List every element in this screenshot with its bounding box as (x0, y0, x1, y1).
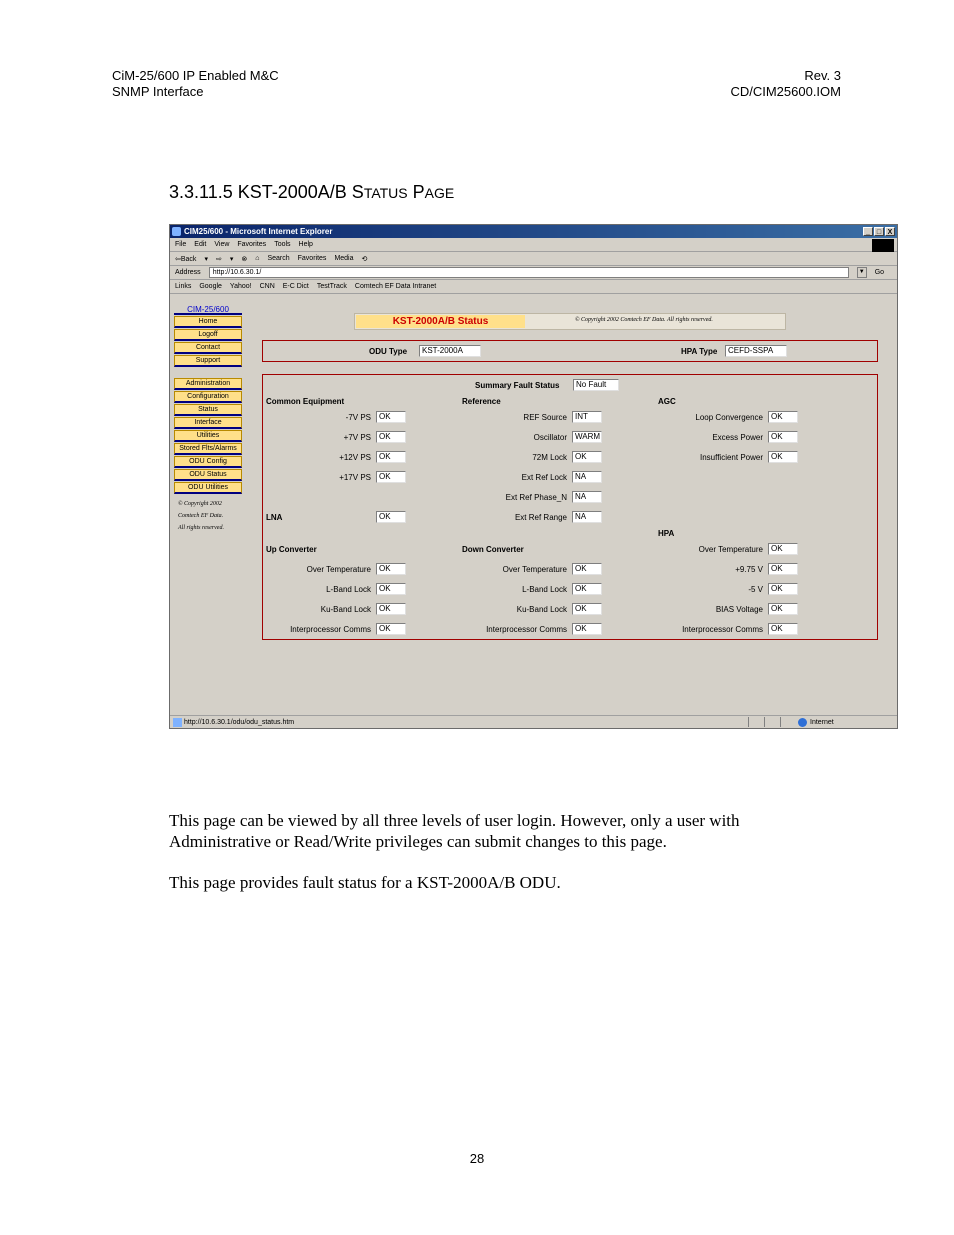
up-kuband-lock-field[interactable]: OK (376, 603, 406, 615)
page-header (354, 313, 786, 330)
up-over-temp-field[interactable]: OK (376, 563, 406, 575)
up-converter-heading: Up Converter (266, 545, 317, 554)
down-converter-heading: Down Converter (462, 545, 524, 554)
menu-file[interactable]: File (175, 241, 187, 248)
forward-dropdown-icon[interactable]: ▾ (229, 255, 234, 263)
section-number: 3.3.11.5 KST-2000A/B (169, 182, 352, 202)
page-number: 28 (469, 1151, 485, 1166)
address-input[interactable]: http://10.6.30.1/ (209, 267, 849, 278)
media-button[interactable]: Media (334, 255, 354, 262)
up-interproc-label: Interprocessor Comms (290, 625, 371, 634)
sidebar-copyright-line: Comtech EF Data. (178, 513, 224, 519)
loop-convergence-label: Loop Convergence (695, 413, 763, 422)
page-content (170, 302, 897, 715)
ext-ref-phase-field[interactable]: NA (572, 491, 602, 503)
menu-help[interactable]: Help (298, 241, 313, 248)
ref-source-field[interactable]: INT (572, 411, 602, 423)
hpa-minus5-field[interactable]: OK (768, 583, 798, 595)
back-button[interactable]: ⇦Back (175, 255, 197, 263)
insufficient-power-field[interactable]: OK (768, 451, 798, 463)
hpa-plus975-field[interactable]: OK (768, 563, 798, 575)
odu-type-field[interactable]: KST-2000A (419, 345, 481, 357)
statusbar-cell (764, 717, 778, 727)
search-button[interactable]: Search (267, 255, 290, 262)
odu-type-label: ODU Type (369, 347, 408, 356)
status-url: http://10.6.30.1/odu/odu_status.htm (184, 719, 295, 726)
hpa-minus5-label: -5 V (748, 585, 763, 594)
hpa-type-label: HPA Type (681, 347, 718, 356)
ps-plus12-field[interactable]: OK (376, 451, 406, 463)
insufficient-power-label: Insufficient Power (700, 453, 763, 462)
up-lband-lock-label: L-Band Lock (326, 585, 371, 594)
down-kuband-lock-field[interactable]: OK (572, 603, 602, 615)
ext-ref-range-label: Ext Ref Range (514, 513, 567, 522)
menu-view[interactable]: View (214, 241, 230, 248)
link-testtrack[interactable]: TestTrack (316, 283, 347, 290)
browser-window (169, 224, 898, 729)
sidebar-item-odu-config[interactable]: ODU Config (174, 456, 242, 468)
down-over-temp-field[interactable]: OK (572, 563, 602, 575)
reference-heading: Reference (462, 397, 501, 406)
window-buttons (863, 227, 895, 236)
up-interproc-field[interactable]: OK (376, 623, 406, 635)
window-title: CIM25/600 - Microsoft Internet Explorer (184, 227, 333, 236)
down-kuband-lock-label: Ku-Band Lock (516, 605, 567, 614)
history-icon[interactable]: ⟲ (361, 255, 368, 263)
ext-ref-range-field[interactable]: NA (572, 511, 602, 523)
status-panel (262, 374, 878, 640)
address-dropdown-icon[interactable]: ▼ (857, 267, 867, 278)
doc-header-subtitle: SNMP Interface (112, 84, 204, 99)
section-word1-rest: TATUS (363, 185, 408, 201)
section-word1-initial: S (351, 182, 364, 202)
menu-bar (170, 238, 897, 252)
sidebar-item-odu-utilities[interactable]: ODU Utilities (174, 482, 242, 494)
favorites-button[interactable]: Favorites (297, 255, 327, 262)
section-word2-rest: AGE (424, 185, 455, 201)
sidebar-item-odu-status[interactable]: ODU Status (174, 469, 242, 481)
go-button[interactable]: Go (874, 269, 885, 276)
link-yahoo[interactable]: Yahoo! (229, 283, 252, 290)
sidebar-item-home[interactable]: Home (174, 316, 242, 328)
body-paragraph-2: This page provides fault status for a KST-2000A/B ODU. (169, 873, 561, 892)
browser-statusbar (170, 715, 897, 728)
menu-edit[interactable]: Edit (194, 241, 207, 248)
sidebar-copyright-line: © Copyright 2002 (178, 501, 222, 507)
sidebar-item-utilities[interactable]: Utilities (174, 430, 242, 442)
link-ec-dict[interactable]: E-C Dict (282, 283, 309, 290)
sidebar-copyright-line: All rights reserved. (178, 525, 224, 531)
oscillator-field[interactable]: WARM (572, 431, 602, 443)
section-heading (169, 182, 454, 203)
doc-header-revision: Rev. 3 (804, 68, 841, 83)
ext-ref-lock-label: Ext Ref Lock (521, 473, 567, 482)
lock-72m-field[interactable]: OK (572, 451, 602, 463)
statusbar-cell (748, 717, 762, 727)
lock-72m-label: 72M Lock (532, 453, 567, 462)
ps-plus7-field[interactable]: OK (376, 431, 406, 443)
sidebar-nav (174, 304, 242, 534)
page-icon (173, 718, 182, 727)
doc-header-right (730, 68, 841, 100)
link-intranet[interactable]: Comtech EF Data Intranet (354, 283, 437, 290)
forward-button[interactable]: ⇨ (215, 255, 222, 263)
ps-plus17-field[interactable]: OK (376, 471, 406, 483)
sidebar-item-interface[interactable]: Interface (174, 417, 242, 429)
address-bar (170, 266, 897, 280)
down-interproc-label: Interprocessor Comms (486, 625, 567, 634)
link-cnn[interactable]: CNN (259, 283, 275, 290)
ps-minus7-label: -7V PS (345, 413, 371, 422)
links-label: Links (175, 283, 192, 290)
doc-header-left (112, 68, 279, 100)
menu-tools[interactable]: Tools (274, 241, 291, 248)
hpa-heading: HPA (658, 529, 675, 538)
home-icon[interactable]: ⌂ (255, 255, 260, 262)
hpa-interproc-field[interactable]: OK (768, 623, 798, 635)
toolbar (170, 252, 897, 266)
ie-icon (172, 227, 181, 236)
statusbar-cell (780, 717, 794, 727)
sidebar-item-status[interactable]: Status (174, 404, 242, 416)
up-over-temp-label: Over Temperature (306, 565, 371, 574)
sidebar-title: CIM-25/600 (174, 304, 242, 315)
up-lband-lock-field[interactable]: OK (376, 583, 406, 595)
agc-heading: AGC (658, 397, 676, 406)
summary-fault-field[interactable]: No Fault (573, 379, 619, 391)
sidebar-item-stored-faults[interactable]: Stored Flts/Alarms (174, 443, 242, 455)
down-interproc-field[interactable]: OK (572, 623, 602, 635)
excess-power-field[interactable]: OK (768, 431, 798, 443)
lna-heading: LNA (266, 513, 283, 522)
sidebar-item-contact[interactable]: Contact (174, 342, 242, 354)
ps-plus7-label: +7V PS (343, 433, 371, 442)
down-lband-lock-label: L-Band Lock (522, 585, 567, 594)
internet-zone: Internet (798, 716, 834, 729)
excess-power-label: Excess Power (712, 433, 763, 442)
maximize-button[interactable]: □ (874, 227, 884, 236)
page-title: KST-2000A/B Status (356, 315, 525, 328)
hpa-interproc-label: Interprocessor Comms (682, 625, 763, 634)
address-label: Address (175, 269, 201, 276)
lna-field[interactable]: OK (376, 511, 406, 523)
hpa-bias-voltage-field[interactable]: OK (768, 603, 798, 615)
windows-logo-icon (872, 239, 894, 252)
down-lband-lock-field[interactable]: OK (572, 583, 602, 595)
links-bar (170, 280, 897, 294)
hpa-over-temp-label: Over Temperature (698, 545, 763, 554)
oscillator-label: Oscillator (533, 433, 567, 442)
doc-header-product: CiM-25/600 IP Enabled M&C (112, 68, 279, 83)
up-kuband-lock-label: Ku-Band Lock (320, 605, 371, 614)
link-google[interactable]: Google (199, 283, 222, 290)
section-word2-initial: P (412, 182, 425, 202)
sidebar-item-logoff[interactable]: Logoff (174, 329, 242, 341)
stop-icon[interactable]: ⊗ (241, 255, 248, 263)
down-over-temp-label: Over Temperature (502, 565, 567, 574)
ps-minus7-field[interactable]: OK (376, 411, 406, 423)
back-dropdown-icon[interactable]: ▾ (204, 255, 208, 263)
sidebar-item-administration[interactable]: Administration (174, 378, 242, 390)
ps-plus17-label: +17V PS (339, 473, 371, 482)
loop-convergence-field[interactable]: OK (768, 411, 798, 423)
menu-favorites[interactable]: Favorites (237, 241, 267, 248)
body-paragraph-1: This page can be viewed by all three levels of user login. However, only a user with Administrative or Read/Write privileges can submit changes to this page. (169, 811, 740, 851)
ref-source-label: REF Source (523, 413, 567, 422)
hpa-bias-voltage-label: BIAS Voltage (715, 605, 763, 614)
ext-ref-lock-field[interactable]: NA (572, 471, 602, 483)
ext-ref-phase-label: Ext Ref Phase_N (505, 493, 567, 502)
hpa-over-temp-field[interactable]: OK (768, 543, 798, 555)
summary-fault-label: Summary Fault Status (475, 381, 560, 390)
minimize-button[interactable]: _ (863, 227, 873, 236)
common-equipment-heading: Common Equipment (266, 397, 345, 406)
page-copyright: © Copyright 2002 Comtech EF Data. All rights reserved. (575, 317, 713, 323)
doc-header-docnumber: CD/CIM25600.IOM (730, 84, 841, 99)
sidebar-item-support[interactable]: Support (174, 355, 242, 367)
sidebar-copyright (174, 498, 242, 534)
type-panel (262, 340, 878, 362)
hpa-type-field[interactable]: CEFD-SSPA (725, 345, 787, 357)
sidebar-item-configuration[interactable]: Configuration (174, 391, 242, 403)
close-button[interactable]: X (885, 227, 895, 236)
hpa-plus975-label: +9.75 V (735, 565, 763, 574)
ps-plus12-label: +12V PS (339, 453, 371, 462)
window-titlebar (170, 225, 897, 238)
